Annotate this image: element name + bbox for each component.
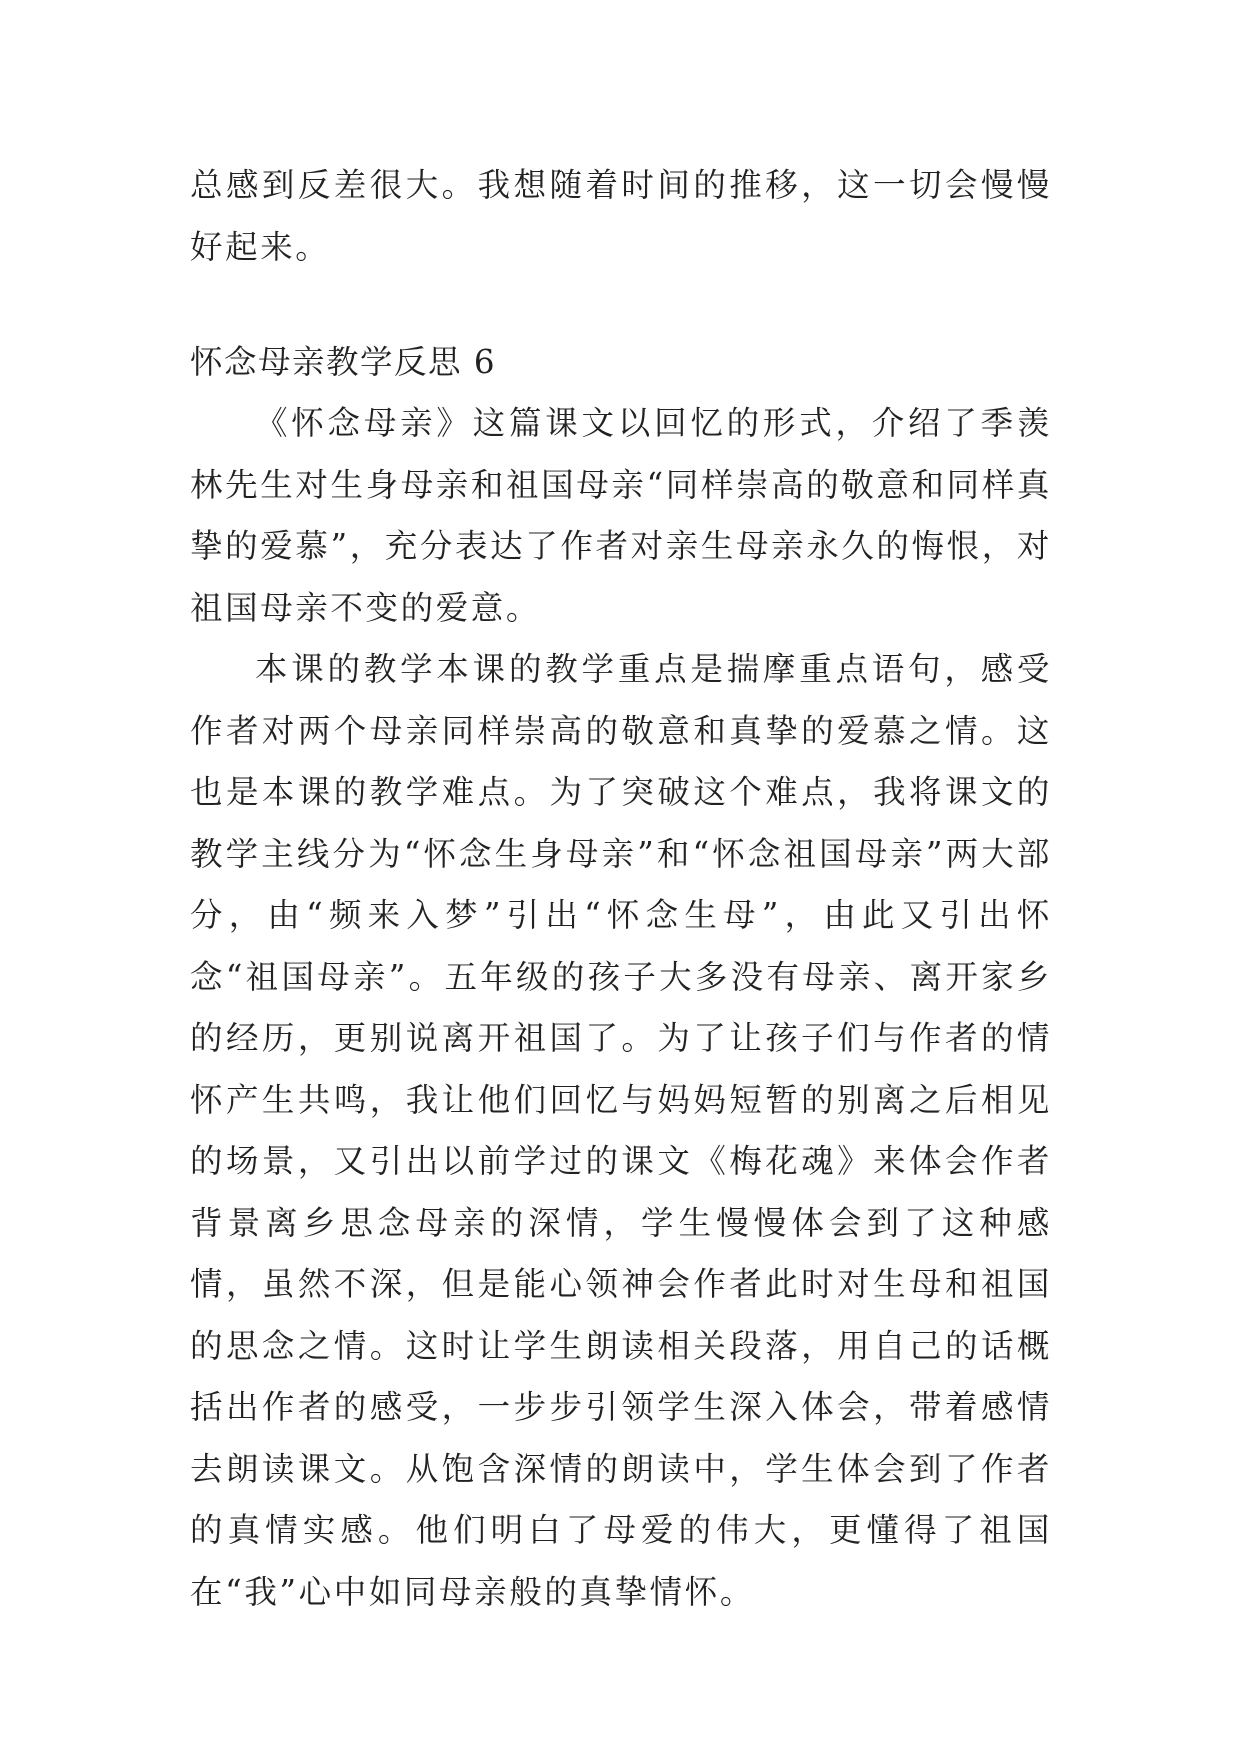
paragraph-intro: 《怀念母亲》这篇课文以回忆的形式，介绍了季羡林先生对生身母亲和祖国母亲“同样崇高的敬意和同样真挚的爱慕”，充分表达了作者对亲生母亲永久的悔恨，对祖国母亲不变的爱意。 [190,404,1052,627]
continued-paragraph: 总感到反差很大。我想随着时间的推移，这一切会慢慢好起来。 [190,166,1052,266]
section-body [190,393,1052,1623]
paragraph-reflection: 本课的教学本课的教学重点是揣摩重点语句，感受作者对两个母亲同样崇高的敬意和真挚的爱慕之情。这也是本课的教学难点。为了突破这个难点，我将课文的教学主线分为“怀念生身母亲”和“怀念祖国母亲”两大部分，由“频来入梦”引出“怀念生母”，由此又引出怀念“祖国母亲”。五年级的孩子大多没有母亲、离开家乡的经历，更别说离开祖国了。为了让孩子们与作者的情怀产生共鸣，我让他们回忆与妈妈短暂的别离之后相见的场景，又引出以前学过的课文《梅花魂》来体会作者背景离乡思念母亲的深情，学生慢慢体会到了这种感情，虽然不深，但是能心领神会作者此时对生母和祖国的思念之情。这时让学生朗读相关段落，用自己的话概括出作者的感受，一步步引领学生深入体会，带着感情去朗读课文。从饱含深情的朗读中，学生体会到了作者的真情实感。他们明白了母爱的伟大，更懂得了祖国在“我”心中如同母亲般的真挚情怀。 [190,650,1052,1611]
section-title: 怀念母亲教学反思 6 [190,343,497,381]
